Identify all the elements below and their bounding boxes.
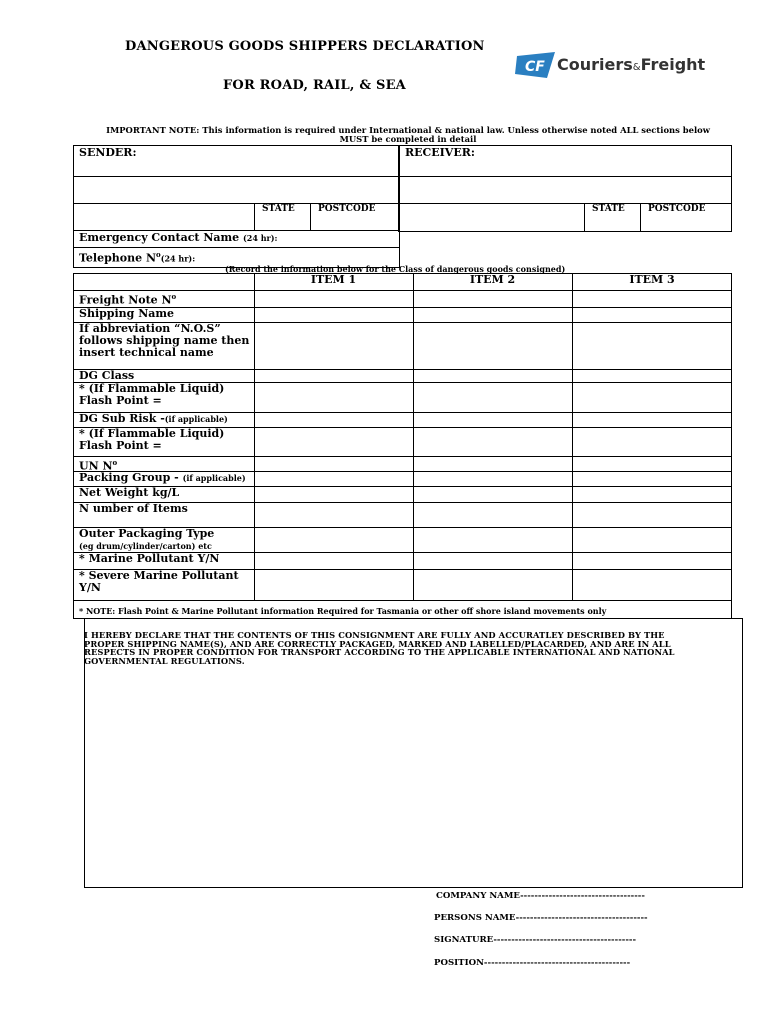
table-row-label: [79, 291, 176, 307]
item2-cell[interactable]: [415, 384, 570, 410]
declaration-line3: RESPECTS IN PROPER CONDITION FOR TRANSPORT ACCORDING TO THE APPLICABLE INTERNATIONAL AND NATIONAL: [84, 647, 675, 658]
row-label-sup: o: [171, 292, 177, 301]
table-row-label: [79, 570, 239, 594]
item1-cell[interactable]: [256, 292, 411, 305]
item2-cell[interactable]: [415, 371, 570, 380]
item3-cell[interactable]: [574, 371, 730, 380]
table-row-label: [79, 472, 246, 484]
important-note-line1: IMPORTANT NOTE: This information is required under International & national law. Unless otherwise noted ALL sections below: [106, 125, 710, 135]
item2-cell[interactable]: [415, 504, 570, 525]
row-label-text: * (If Flammable Liquid): [79, 427, 225, 440]
table-row-divider: [73, 369, 732, 370]
emergency-contact-label: [79, 232, 277, 244]
table-row-label: [79, 370, 134, 382]
row-label-sup: o: [112, 458, 118, 467]
item1-cell[interactable]: [256, 529, 411, 550]
sender-suburb-field[interactable]: [75, 205, 253, 229]
receiver-address-field[interactable]: [400, 178, 730, 202]
item3-cell[interactable]: [574, 529, 730, 550]
item2-cell[interactable]: [415, 324, 570, 367]
sender-postcode-label: POSTCODE: [318, 204, 376, 214]
row-label-qualifier: (if applicable): [182, 473, 246, 483]
table-row-label: [79, 553, 219, 565]
column-header-item1: ITEM 1: [310, 273, 357, 286]
telephone-suffix: (24 hr):: [160, 253, 196, 264]
table-row-label: [79, 323, 249, 359]
item3-cell[interactable]: [574, 458, 730, 469]
form-title-line2: FOR ROAD, RAIL, & SEA: [223, 78, 406, 93]
sender-label: SENDER:: [79, 146, 137, 159]
table-row-divider: [73, 600, 732, 601]
table-row-label: [79, 503, 188, 515]
cf-logo-icon: [515, 50, 555, 80]
item3-cell[interactable]: [574, 414, 730, 425]
item2-cell[interactable]: [415, 571, 570, 598]
item2-cell[interactable]: [415, 429, 570, 454]
declaration-line4: GOVERNMENTAL REGULATIONS.: [84, 655, 245, 666]
declaration-line1: I HEREBY DECLARE THAT THE CONTENTS OF THIS CONSIGNMENT ARE FULLY AND ACCURATLEY DESCRIBED BY THE: [84, 630, 665, 640]
item3-cell[interactable]: [574, 309, 730, 320]
item3-cell[interactable]: [574, 324, 730, 367]
telephone-text: Telephone N: [79, 251, 157, 265]
logo-ampersand: &: [632, 62, 641, 73]
table-row-label: [79, 428, 224, 452]
item3-cell[interactable]: [574, 473, 730, 484]
table-row-label: [79, 528, 214, 552]
item1-cell[interactable]: [256, 309, 411, 320]
row-label-text: * Marine Pollutant Y/N: [79, 552, 220, 565]
receiver-label: RECEIVER:: [405, 146, 475, 159]
receiver-suburb-field[interactable]: [400, 205, 582, 230]
item1-cell[interactable]: [256, 571, 411, 598]
row-label-text: Packing Group -: [79, 471, 183, 484]
row-label-note: (eg drum/cylinder/carton) etc: [79, 541, 212, 551]
item3-cell[interactable]: [574, 488, 730, 500]
item2-cell[interactable]: [415, 473, 570, 484]
item3-cell[interactable]: [574, 571, 730, 598]
emergency-contact-suffix: (24 hr):: [243, 233, 278, 243]
item1-cell[interactable]: [256, 473, 411, 484]
row-label-text: UN N: [79, 459, 113, 473]
declaration-line2: PROPER SHIPPING NAME(S), AND ARE CORRECTLY PACKAGED, MARKED AND LABELLED/PLACARDED, AND ARE IN ALL: [84, 638, 671, 649]
sender-name-field[interactable]: [75, 158, 397, 175]
item2-cell[interactable]: [415, 529, 570, 550]
item2-cell[interactable]: [415, 292, 570, 305]
telephone-sup: o: [156, 250, 161, 259]
item2-cell[interactable]: [415, 458, 570, 469]
items-caption: (Record the information below for the Class of dangerous goods consigned): [225, 264, 566, 274]
row-label-text: N umber of Items: [79, 502, 188, 515]
item1-cell[interactable]: [256, 554, 411, 567]
row-label-text: If abbreviation “N.O.S”: [79, 322, 221, 335]
svg-text:CF: CF: [525, 59, 545, 75]
row-label-text: Net Weight kg/L: [79, 486, 180, 499]
item3-cell[interactable]: [574, 554, 730, 567]
emergency-contact-field[interactable]: [270, 231, 398, 246]
row-label-text: * Severe Marine Pollutant: [79, 569, 239, 582]
item2-cell[interactable]: [415, 309, 570, 320]
item3-cell[interactable]: [574, 429, 730, 454]
sender-state-label: STATE: [262, 204, 295, 214]
item1-cell[interactable]: [256, 371, 411, 380]
item3-cell[interactable]: [574, 292, 730, 305]
table-row-label: [79, 487, 179, 499]
item1-cell[interactable]: [256, 504, 411, 525]
item3-cell[interactable]: [574, 504, 730, 525]
receiver-postcode-label: POSTCODE: [648, 204, 706, 214]
row-label-continuation: Flash Point =: [79, 394, 162, 407]
item1-cell[interactable]: [256, 324, 411, 367]
table-row-divider: [73, 456, 732, 457]
row-label-qualifier: (if applicable): [164, 414, 228, 424]
signature-line[interactable]: SIGNATURE----------------------------------------: [434, 935, 637, 945]
item2-cell[interactable]: [415, 488, 570, 500]
logo-word-freight: Freight: [640, 55, 706, 74]
company-logo: [515, 50, 730, 80]
logo-wordmark: [557, 55, 705, 74]
table-row-label: [79, 383, 224, 407]
column-header-item3: ITEM 3: [629, 273, 675, 286]
sender-address-field[interactable]: [75, 178, 397, 202]
table-column-divider: [572, 273, 573, 600]
table-row-label: [79, 413, 228, 425]
row-label-continuation: follows shipping name then: [79, 334, 250, 347]
receiver-state-label: STATE: [592, 204, 625, 214]
item1-cell[interactable]: [256, 414, 411, 425]
row-label-text: DG Sub Risk -: [79, 412, 165, 425]
table-column-divider: [413, 273, 414, 600]
table-footnote: * NOTE: Flash Point & Marine Pollutant information Required for Tasmania or other off shore island movements only: [79, 606, 607, 616]
table-row-label: [79, 308, 174, 320]
item3-cell[interactable]: [574, 384, 730, 410]
row-label-text: DG Class: [79, 369, 135, 382]
item1-cell[interactable]: [256, 384, 411, 410]
item1-cell[interactable]: [256, 429, 411, 454]
company-name-line[interactable]: COMPANY NAME-----------------------------------: [436, 891, 645, 901]
important-note-line2: MUST be completed in detail: [339, 134, 477, 144]
item2-cell[interactable]: [415, 414, 570, 425]
row-label-text: Freight Note N: [79, 293, 172, 307]
row-label-text: Outer Packaging Type: [79, 527, 215, 540]
row-label-continuation: insert technical name: [79, 346, 214, 359]
emergency-contact-text: Emergency Contact Name: [79, 231, 240, 244]
form-title-line1: DANGEROUS GOODS SHIPPERS DECLARATION: [125, 39, 485, 54]
row-label-text: * (If Flammable Liquid): [79, 382, 225, 395]
logo-word-couriers: Couriers: [557, 55, 633, 74]
table-column-divider: [254, 273, 255, 600]
declaration-text: [84, 631, 744, 665]
important-note: [70, 126, 746, 144]
row-label-text: Shipping Name: [79, 307, 175, 320]
position-line[interactable]: POSITION-----------------------------------------: [434, 958, 631, 968]
item1-cell[interactable]: [256, 488, 411, 500]
item2-cell[interactable]: [415, 554, 570, 567]
telephone-label: [79, 249, 195, 265]
receiver-name-field[interactable]: [400, 158, 730, 175]
row-label-continuation: Y/N: [79, 581, 101, 594]
persons-name-line[interactable]: PERSONS NAME-------------------------------------: [434, 913, 648, 923]
column-header-item2: ITEM 2: [469, 273, 516, 286]
row-label-continuation: Flash Point =: [79, 439, 162, 452]
item1-cell[interactable]: [256, 458, 411, 469]
